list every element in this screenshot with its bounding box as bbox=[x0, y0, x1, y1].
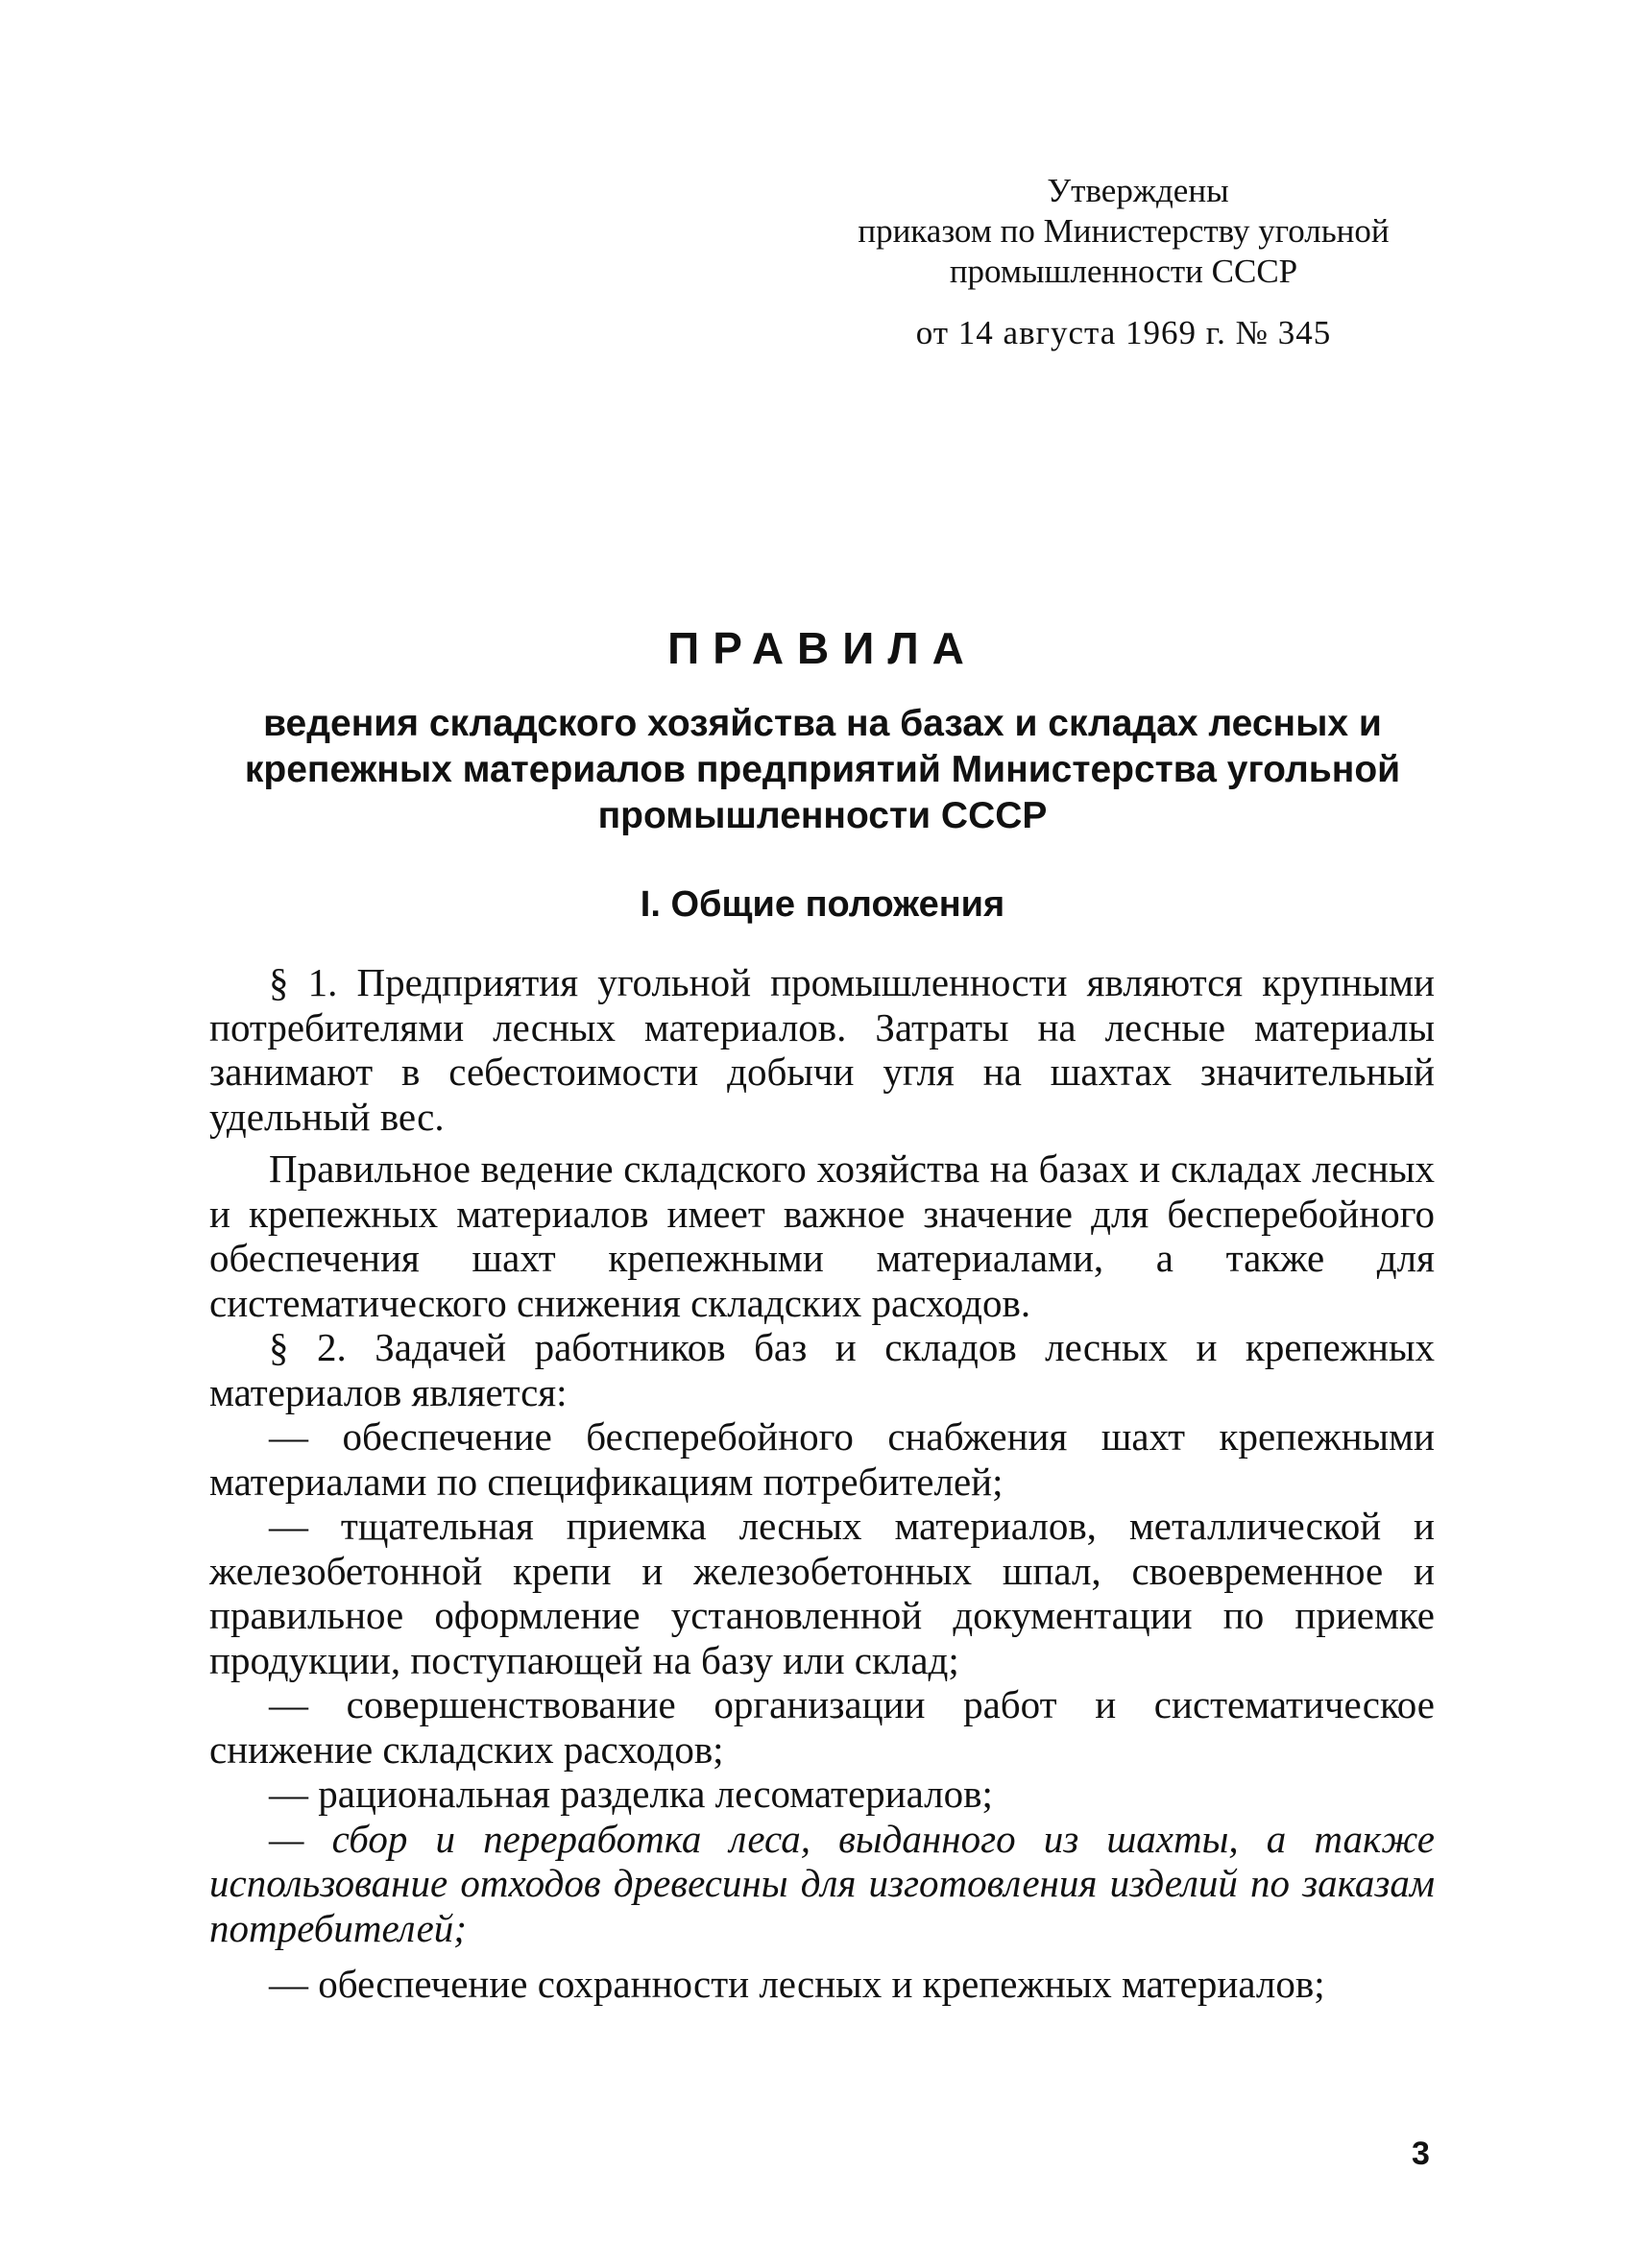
subtitle-line-1: ведения складского хозяйства на базах и складах лесных и bbox=[263, 703, 1382, 744]
approval-line-1: Утверждены bbox=[1047, 172, 1229, 209]
section-heading: I. Общие положения bbox=[640, 884, 1005, 925]
subtitle-line-3: промышленности СССР bbox=[597, 795, 1048, 836]
body-text bbox=[209, 960, 1435, 2007]
list-item: — обеспечение бесперебойного снабжения шахт крепежными материалами по спецификациям потребителей; bbox=[209, 1414, 1435, 1504]
document-title: ПРАВИЛА bbox=[667, 623, 978, 673]
document-subtitle bbox=[192, 701, 1453, 839]
list-item: — рациональная разделка лесоматериалов; bbox=[269, 1772, 993, 1816]
paragraph-1: § 1. Предприятия угольной промышленности являются крупными потребителями лесных материалов. Затраты на лесные материалы занимают в себестоимости добычи угля на шахтах значительный удельный вес. bbox=[209, 960, 1435, 1139]
list-item: — тщательная приемка лесных материалов, металлической и железобетонной крепи и железобетонных шпал, своевременное и правильное оформление установленной документации по приемке продукции, поступающей на базу или склад; bbox=[209, 1504, 1435, 1682]
approval-line-2: приказом по Министерству угольной bbox=[858, 212, 1390, 250]
page-number: 3 bbox=[1412, 2135, 1430, 2172]
subtitle-line-2: крепежных материалов предприятий Министерства угольной bbox=[244, 749, 1401, 790]
list-item: — обеспечение сохранности лесных и крепежных материалов; bbox=[269, 1962, 1325, 2006]
approval-block bbox=[787, 171, 1460, 353]
list-item: — совершенствование организации работ и систематическое снижение складских расходов; bbox=[209, 1682, 1435, 1772]
paragraph-2: Правильное ведение складского хозяйства на базах и складах лесных и крепежных материалов имеет важное значение для бесперебойного обеспечения шахт крепежными материалами, а также для систематического снижения складских расходов. bbox=[209, 1146, 1435, 1325]
approval-date: от 14 августа 1969 г. № 345 bbox=[915, 314, 1332, 351]
list-item: — сбор и переработка леса, выданного из шахты, а также использование отходов древесины для изготовления изделий по заказам потребителей; bbox=[209, 1816, 1435, 1950]
approval-line-3: промышленности СССР bbox=[949, 253, 1298, 290]
paragraph-3: § 2. Задачей работников баз и складов лесных и крепежных материалов является: bbox=[209, 1325, 1435, 1414]
